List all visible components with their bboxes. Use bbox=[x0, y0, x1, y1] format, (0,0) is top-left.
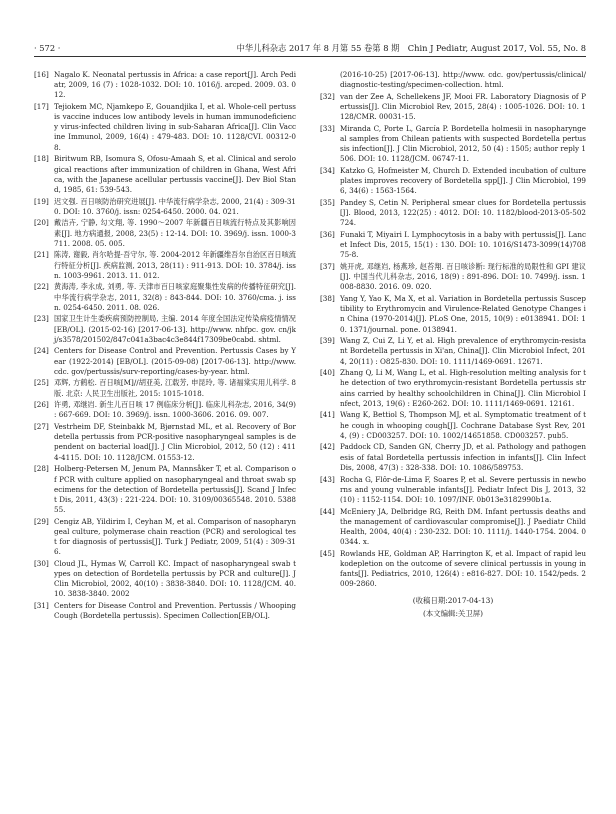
reference-number: [43] bbox=[320, 474, 335, 484]
reference-number: [25] bbox=[34, 378, 49, 388]
reference-item bbox=[320, 230, 586, 260]
reference-item bbox=[34, 314, 296, 344]
reference-item bbox=[320, 549, 586, 590]
reference-text: Funaki T, Miyairi I. Lymphocytosis in a baby with pertussis[J]. Lancet Infect Dis, 2015, 15(1) : 130. DOI: 10. 1016/S1473-3099(14)70875-8. bbox=[340, 230, 586, 260]
reference-item bbox=[34, 559, 296, 600]
left-reference-column bbox=[34, 70, 296, 623]
reference-item bbox=[34, 346, 296, 376]
reference-item bbox=[34, 517, 296, 558]
reference-number: [36] bbox=[320, 230, 335, 240]
reference-item bbox=[320, 336, 586, 366]
reference-item bbox=[320, 368, 586, 409]
reference-item bbox=[34, 102, 296, 153]
reference-number: [28] bbox=[34, 464, 49, 474]
right-reference-list bbox=[320, 70, 586, 589]
reference-item bbox=[320, 92, 586, 122]
reference-item bbox=[34, 400, 296, 420]
reference-item bbox=[34, 250, 296, 280]
right-reference-column bbox=[320, 70, 586, 620]
reference-text: Cengiz AB, Yildirim I, Ceyhan M, et al. Comparison of nasopharyngeal culture, polymerase chain reaction (PCR) and serological test for diagnosis of pertussis[J]. Turk J Pediatr, 2009, 51(4) : 309-316. bbox=[54, 516, 296, 557]
reference-text: 戴洁卉, 宁静, 勾文翔, 等. 1990～2007 年新疆百日咳流行特点及其影响因素[J]. 地方病通报, 2008, 23(5) : 12-14. DOI: 10. 3969/j. issn. 1000-3711. 2008. 05. 005. bbox=[54, 218, 296, 248]
reference-text: 黄海涛, 李永成, 刘勇, 等. 天津市百日咳家庭聚集性发病的传播特征研究[J]. 中华流行病学杂志, 2011, 32(8) : 843-844. DOI: 10. 3760/cma. j. issn. 0254-6450. 2011. 08. 026. bbox=[54, 282, 296, 312]
reference-text: Nagalo K. Neonatal pertussis in Africa: a case report[J]. Arch Pediatr, 2009, 16 (7) : 1028-1032. DOI: 10. 1016/j. arcped. 2009. 03. 012. bbox=[54, 70, 296, 100]
editor-note: (本文编辑:关卫屏) bbox=[423, 609, 483, 619]
reference-item bbox=[320, 442, 586, 472]
reference-number: [34] bbox=[320, 166, 335, 176]
reference-text: 国家卫生计生委疾病预防控制局, 主编. 2014 年度全国法定传染病疫情情况[EB/OL]. (2015-02-16) [2017-06-13]. http://www. nhfpc. gov. cn/jkj/s3578/201502/847c041a3bac4c3e844f17309be0cabd. shtml. bbox=[54, 314, 296, 344]
reference-number: [30] bbox=[34, 558, 49, 568]
reference-text: Wang K, Bettiol S, Thompson MJ, et al. Symptomatic treatment of the cough in whooping cough[J]. Cochrane Database Syst Rev, 2014, (9) : CD003257. DOI: 10. 1002/14651858. CD003257. pub5. bbox=[340, 410, 586, 440]
reference-text: van der Zee A, Schellekens JF, Mooi FR. Laboratory Diagnosis of Pertussis[J]. Clin Microbiol Rev, 2015, 28(4) : 1005-1026. DOI: 10. 1128/CMR. 00031-15. bbox=[340, 91, 586, 122]
reference-item bbox=[320, 475, 586, 505]
reference-number: [32] bbox=[320, 91, 335, 101]
reference-number: [41] bbox=[320, 410, 335, 420]
reference-number: [17] bbox=[34, 102, 49, 112]
reference-item bbox=[320, 166, 586, 196]
reference-item bbox=[34, 422, 296, 463]
reference-number: [33] bbox=[320, 123, 335, 133]
page-number: · 572 · bbox=[34, 43, 61, 53]
reference-text: Cloud JL, Hymas W, Carroll KC. Impact of nasopharyngeal swab types on detection of Bordetella pertussis by PCR and culture[J]. J Clin Microbiol, 2002, 40(10) : 3838-3840. DOI: 10. 1128/JCM. 40. 10. 3838-3840. 2002 bbox=[54, 558, 296, 599]
reference-text: Pandey S, Cetin N. Peripheral smear clues for Bordetella pertussis [J]. Blood, 2013, 122(25) : 4012. DOI: 10. 1182/blood-2013-05-502724. bbox=[340, 198, 586, 228]
reference-item bbox=[34, 218, 296, 248]
reference-number: [16] bbox=[34, 70, 49, 79]
reference-text: McEniery JA, Delbridge RG, Reith DM. Infant pertussis deaths and the management of cardiovascular compromise[J]. J Paediatr Child Health, 2004, 40(4) : 230-232. DOI: 10. 1111/j. 1440-1754. 2004. 00344. x. bbox=[340, 506, 586, 546]
reference-item bbox=[34, 282, 296, 312]
reference-text: Centers for Disease Control and Prevention. Pertussis / Whooping Cough (Bordetella pertussis). Specimen Collection[EB/OL]. bbox=[54, 601, 296, 621]
reference-item bbox=[320, 70, 586, 90]
reference-item bbox=[320, 507, 586, 548]
reference-number: [19] bbox=[34, 196, 49, 206]
reference-number: [39] bbox=[320, 336, 335, 346]
reference-item bbox=[34, 70, 296, 100]
reference-text: Yang Y, Yao K, Ma X, et al. Variation in Bordetella pertussis Susceptibility to Erythromycin and Virulence-Related Genotype Changes in China (1970-2014)[J]. PLoS One, 2015, 10(9) : e0138941. DOI: 10. 1371/journal. pone. 0138941. bbox=[340, 294, 586, 334]
received-date: (收稿日期:2017-04-13) bbox=[412, 596, 494, 606]
reference-item bbox=[34, 154, 296, 195]
reference-number: [23] bbox=[34, 314, 49, 324]
reference-text: 姚开虎, 邓继岿, 杨燕珍, 赵苔翔. 百日咳诊断: 现行标准的局限性和 GPI 建议[J]. 中国当代儿科杂志, 2016, 18(9) : 891-896. DOI: 10. 7499/j. issn. 1008-8830. 2016. 09. 020. bbox=[340, 262, 586, 292]
reference-number: [26] bbox=[34, 400, 49, 410]
reference-number: [18] bbox=[34, 154, 49, 164]
reference-number: [40] bbox=[320, 368, 335, 378]
reference-item bbox=[34, 601, 296, 621]
reference-text: Rocha G, Flôr-de-Lima F, Soares P, et al. Severe pertussis in newborns and young vulnerable infants[J]. Pediatr Infect Dis J, 2013, 32 (10) : 1152-1154. DOI: 10. 1097/INF. 0b013e3182990b1a. bbox=[340, 474, 586, 504]
reference-number: [29] bbox=[34, 516, 49, 526]
reference-text: 迟文强. 百日咳防治研究进展[J]. 中华流行病学杂志, 2000, 21(4) : 309-310. DOI: 10. 3760/j. issn: 0254-6450. 2000. 04. 021. bbox=[54, 196, 296, 216]
reference-number: [20] bbox=[34, 218, 49, 228]
reference-number: [35] bbox=[320, 198, 335, 208]
reference-item bbox=[34, 378, 296, 398]
reference-number: [31] bbox=[34, 601, 49, 611]
reference-number: [45] bbox=[320, 548, 335, 558]
reference-item bbox=[320, 198, 586, 228]
reference-item bbox=[320, 410, 586, 440]
reference-text: (2016-10-25) [2017-06-13]. http://www. cdc. gov/pertussis/clinical/diagnostic-testing/specimen-collection. html. bbox=[340, 70, 586, 90]
reference-number: [24] bbox=[34, 346, 49, 356]
running-header bbox=[34, 42, 586, 57]
reference-text: 许勇, 邓继岿. 新生儿百日咳 17 例临床分析[J]. 临床儿科杂志, 2016, 34(9) : 667-669. DOI: 10. 3969/j. issn. 1000-3606. 2016. 09. 007. bbox=[54, 400, 296, 420]
reference-text: 陈涛, 谢毅, 肖尔哈提·吾守尔, 等. 2004-2012 年新疆维吾尔自治区百日咳流行特征分析[J]. 疾病监测, 2013, 28(11) : 911-913. DOI: 10. 3784/j. issn. 1003-9961. 2013. 11. 012. bbox=[54, 250, 296, 280]
reference-text: Centers for Disease Control and Prevention. Pertussis Cases by Year (1922-2014) [EB/OL]. (2015-09-08) [2017-06-13]. http://www. cdc. gov/pertussis/surv-reporting/cases-by-year. html. bbox=[54, 346, 296, 376]
reference-number: [21] bbox=[34, 250, 49, 260]
reference-text: Wang Z, Cui Z, Li Y, et al. High prevalence of erythromycin-resistant Bordetella pertussis in Xi'an, China[J]. Clin Microbiol Infect, 2014, 20(11) : O825-830. DOI: 10. 1111/1469-0691. 12671. bbox=[340, 336, 586, 366]
reference-text: 邓辉, 方鹤松. 百日咳[M]//胡亚美, 江载芳, 申昆玲, 等. 诸福棠实用儿科学. 8 版. 北京: 人民卫生出版社, 2015: 1015-1018. bbox=[54, 378, 296, 398]
reference-number: [38] bbox=[320, 294, 335, 304]
reference-text: Tejiokem MC, Njamkepo E, Gouandjika I, et al. Whole-cell pertussis vaccine induces low antibody levels in human immunodeficiency virus-infected children living in sub-Saharan Africa[J]. Clin Vaccine Immunol, 2009, 16(4) : 479-483. DOI: 10. 1128/CVI. 00312-08. bbox=[54, 102, 296, 152]
reference-number: [22] bbox=[34, 282, 49, 292]
reference-text: Zhang Q, Li M, Wang L, et al. High-resolution melting analysis for the detection of two erythromycin-resistant Bordetella pertussis strains carried by healthy schoolchildren in China[J]. Clin Microbiol Infect, 2013, 19(6) : E260-262. DOI: 10. 1111/1469-0691. 12161. bbox=[340, 368, 586, 408]
reference-item bbox=[34, 464, 296, 515]
reference-number: [42] bbox=[320, 442, 335, 452]
article-footer bbox=[320, 594, 586, 620]
reference-text: Vestrheim DF, Steinbakk M, Bjørnstad ML, et al. Recovery of Bordetella pertussis from PCR-positive nasopharyngeal samples is dependent on bacterial load[J]. J Clin Microbiol, 2012, 50 (12) : 4114-4115. DOI: 10. 1128/JCM. 01553-12. bbox=[54, 422, 296, 462]
reference-text: Paddock CD, Sanden GN, Cherry JD, et al. Pathology and pathogenesis of fatal Bordetella pertussis infection in infants[J]. Clin Infect Dis, 2008, 47(3) : 328-338. DOI: 10. 1086/589753. bbox=[340, 442, 586, 472]
reference-text: Rowlands HE, Goldman AP, Harrington K, et al. Impact of rapid leukodepletion on the outcome of severe clinical pertussis in young infants[J]. Pediatrics, 2010, 126(4) : e816-827. DOI: 10. 1542/peds. 2009-2860. bbox=[340, 548, 586, 589]
reference-text: Katzko G, Hofmeister M, Church D. Extended incubation of culture plates improves recovery of Bordetella spp[J]. J Clin Microbiol, 1996, 34(6) : 1563-1564. bbox=[340, 166, 586, 196]
reference-item bbox=[320, 124, 586, 165]
reference-text: Miranda C, Porte L, García P. Bordetella holmesii in nasopharyngeal samples from Chilean patients with suspected Bordetella pertussis infection[J]. J Clin Microbiol, 2012, 50 (4) : 1505; author reply 1506. DOI: 10. 1128/JCM. 06747-11. bbox=[340, 123, 586, 164]
reference-text: Biritwum RB, Isomura S, Ofosu-Amaah S, et al. Clinical and serological reactions after immunization of children in Ghana, West Africa, with the Japanese acellular pertussis vaccine[J]. Dev Biol Stand, 1985, 61: 539-543. bbox=[54, 154, 296, 194]
reference-number: [27] bbox=[34, 422, 49, 432]
reference-item bbox=[320, 262, 586, 292]
reference-item bbox=[34, 197, 296, 217]
reference-item bbox=[320, 294, 586, 335]
reference-number: [37] bbox=[320, 262, 335, 272]
reference-number: [44] bbox=[320, 506, 335, 516]
journal-title: 中华儿科杂志 2017 年 8 月第 55 卷第 8 期 Chin J Pediatr, August 2017, Vol. 55, No. 8 bbox=[236, 43, 586, 53]
reference-text: Holberg-Petersen M, Jenum PA, Mannsåker T, et al. Comparison of PCR with culture applied on nasopharyngeal and throat swab specimens for the detection of Bordetella pertussis[J]. Scand J Infect Dis, 2011, 43(3) : 221-224. DOI: 10. 3109/00365548. 2010. 538855. bbox=[54, 464, 296, 514]
